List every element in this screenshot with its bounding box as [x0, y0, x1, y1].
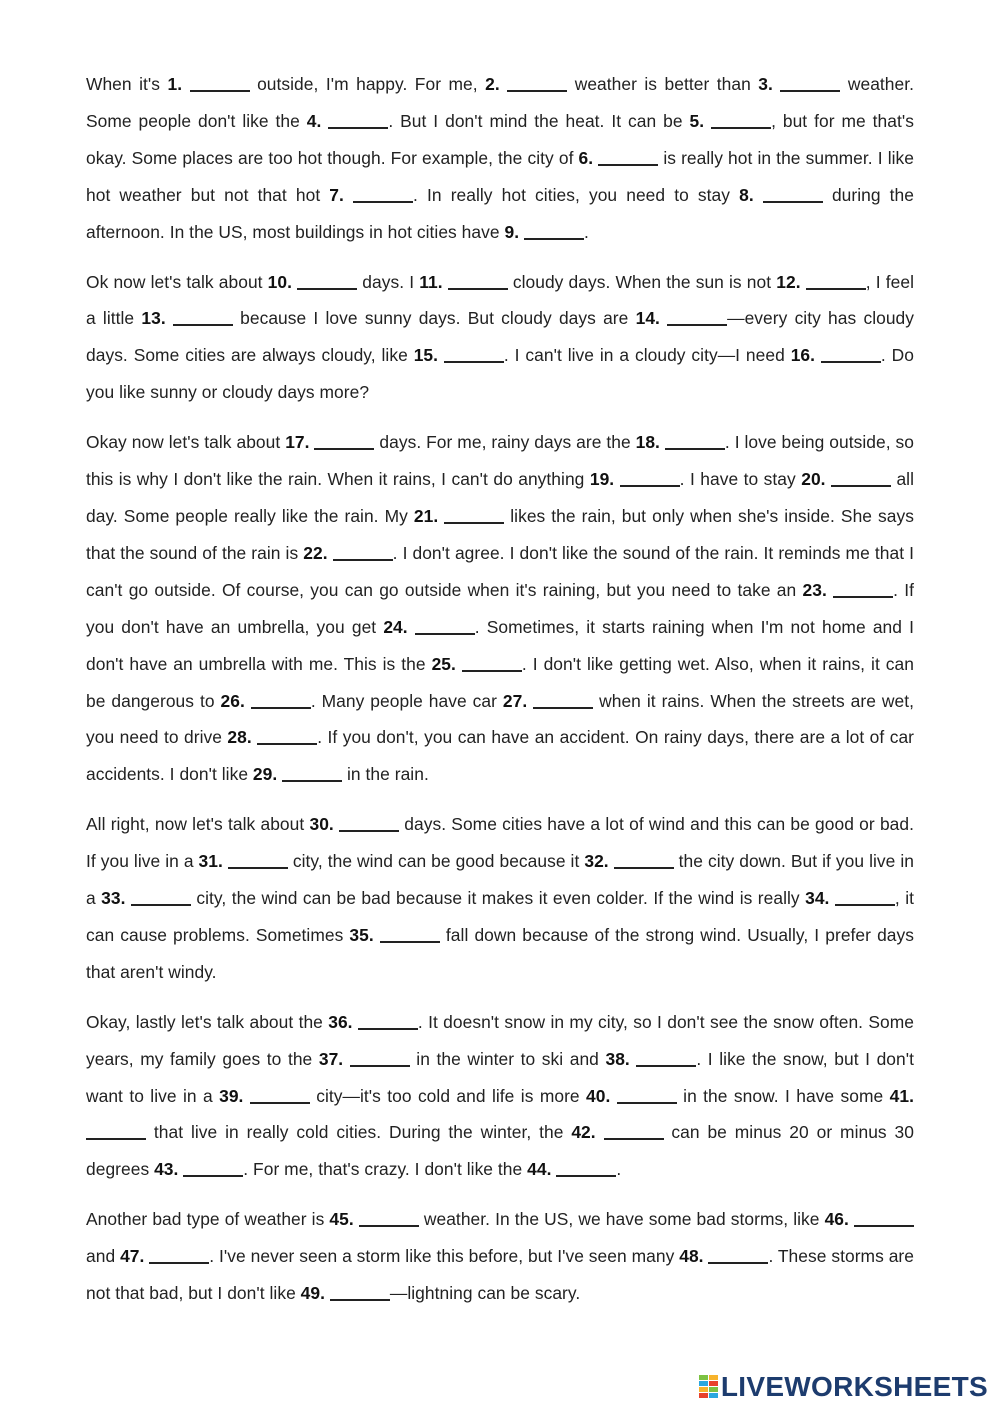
- answer-blank-22[interactable]: [333, 546, 393, 561]
- text-segment: . I like the snow, but I don't want to live in a: [86, 1048, 914, 1106]
- text-segment: . These storms are not that bad, but I don't like: [86, 1246, 914, 1304]
- answer-blank-36[interactable]: [358, 1015, 418, 1030]
- blank-number: 2.: [485, 74, 500, 94]
- text-segment: , but for me that's okay. Some places are too hot though. For example, the city of: [86, 110, 914, 168]
- text-segment: can be minus 20 or minus 30 degrees: [86, 1122, 914, 1180]
- paragraph-1: [86, 66, 914, 251]
- blank-number: 38.: [605, 1048, 630, 1069]
- text-segment: city, the wind can be good because it: [287, 851, 585, 872]
- answer-blank-44[interactable]: [556, 1162, 616, 1177]
- text-segment: weather. Some people don't like the: [86, 74, 915, 131]
- answer-blank-18[interactable]: [665, 435, 725, 450]
- text-segment: . If you don't, you can have an accident. On rainy days, there are a lot of car accidents. I don't like: [86, 727, 915, 785]
- answer-blank-49[interactable]: [330, 1286, 390, 1301]
- blank-number: 47.: [120, 1246, 145, 1267]
- text-segment: weather is better than: [567, 74, 759, 94]
- text-segment: Another bad type of weather is: [86, 1209, 330, 1230]
- answer-blank-8[interactable]: [763, 188, 823, 203]
- text-segment: when it rains. When the streets are wet, you need to drive: [86, 690, 914, 748]
- text-segment: days. For me, rainy days are the: [374, 432, 636, 453]
- blank-number: 9.: [504, 221, 520, 242]
- blank-number: 41.: [889, 1085, 914, 1106]
- blank-number: 19.: [589, 469, 615, 490]
- answer-blank-34[interactable]: [835, 891, 895, 906]
- answer-blank-47[interactable]: [149, 1249, 209, 1264]
- answer-blank-23[interactable]: [833, 583, 893, 598]
- answer-blank-32[interactable]: [614, 854, 674, 869]
- blank-number: 44.: [527, 1159, 552, 1180]
- answer-blank-46[interactable]: [854, 1212, 914, 1227]
- text-segment: Okay now let's talk about: [86, 432, 286, 453]
- answer-blank-43[interactable]: [183, 1162, 243, 1177]
- answer-blank-41[interactable]: [86, 1125, 146, 1140]
- answer-blank-17[interactable]: [314, 435, 374, 450]
- text-segment: , it can cause problems. Sometimes: [86, 888, 914, 945]
- paragraph-2: [86, 264, 914, 412]
- text-segment: —every city has cloudy days. Some cities are always cloudy, like: [86, 308, 915, 366]
- blank-number: 36.: [328, 1011, 353, 1032]
- answer-blank-14[interactable]: [667, 311, 727, 326]
- text-segment: likes the rain, but only when she's inside. She says that the sound of the rain is: [86, 505, 914, 563]
- answer-blank-3[interactable]: [780, 77, 840, 92]
- text-segment: .: [583, 221, 589, 242]
- answer-blank-25[interactable]: [462, 657, 522, 672]
- answer-blank-28[interactable]: [257, 730, 317, 745]
- text-segment: . For me, that's crazy. I don't like the: [243, 1159, 528, 1180]
- worksheet-text: [86, 66, 914, 1325]
- blank-number: 49.: [300, 1283, 325, 1304]
- blank-number: 40.: [586, 1085, 611, 1106]
- blank-number: 26.: [220, 690, 245, 711]
- answer-blank-42[interactable]: [604, 1125, 664, 1140]
- text-segment: days. I: [357, 271, 420, 292]
- text-segment: . Sometimes, it starts raining when I'm not home and I don't have an umbrella with me. This is the: [86, 616, 914, 674]
- answer-blank-21[interactable]: [444, 509, 504, 524]
- blank-number: 37.: [318, 1048, 344, 1069]
- answer-blank-29[interactable]: [282, 767, 342, 782]
- answer-blank-35[interactable]: [380, 928, 440, 943]
- blank-number: 8.: [739, 184, 754, 205]
- blank-number: 35.: [349, 924, 374, 945]
- text-segment: days. Some cities have a lot of wind and this can be good or bad. If you live in a: [86, 814, 914, 872]
- blank-number: 17.: [285, 432, 310, 453]
- answer-blank-16[interactable]: [821, 348, 881, 363]
- answer-blank-24[interactable]: [415, 620, 475, 635]
- liveworksheets-logo-icon: [699, 1374, 719, 1400]
- answer-blank-2[interactable]: [507, 77, 567, 92]
- blank-number: 12.: [776, 271, 801, 292]
- paragraph-6: [86, 1201, 914, 1312]
- answer-blank-19[interactable]: [620, 472, 680, 487]
- text-segment: —lightning can be scary.: [389, 1283, 581, 1304]
- answer-blank-37[interactable]: [350, 1052, 410, 1067]
- blank-number: 4.: [306, 110, 322, 131]
- blank-number: 46.: [824, 1209, 849, 1230]
- blank-number: 45.: [329, 1209, 354, 1230]
- text-segment: fall down because of the strong wind. Usually, I prefer days that aren't windy.: [86, 924, 914, 982]
- blank-number: 30.: [309, 814, 334, 835]
- text-segment: . I can't live in a cloudy city—I need: [503, 345, 791, 366]
- blank-number: 28.: [227, 727, 252, 748]
- answer-blank-6[interactable]: [598, 151, 658, 166]
- answer-blank-26[interactable]: [251, 694, 311, 709]
- blank-number: 29.: [252, 764, 278, 785]
- blank-number: 34.: [805, 888, 830, 909]
- blank-number: 48.: [679, 1246, 704, 1267]
- text-segment: .: [616, 1159, 622, 1180]
- text-segment: . I don't agree. I don't like the sound of the rain. It reminds me that I can't go outside. Of course, you can go outside when it's raining, but you need to take an: [86, 542, 914, 600]
- answer-blank-45[interactable]: [359, 1212, 419, 1227]
- text-segment: cloudy days. When the sun is not: [507, 271, 777, 292]
- text-segment: . I have to stay: [679, 469, 802, 490]
- text-segment: and: [86, 1246, 121, 1267]
- blank-number: 1.: [167, 74, 183, 94]
- text-segment: outside, I'm happy. For me,: [249, 74, 486, 94]
- answer-blank-31[interactable]: [228, 854, 288, 869]
- answer-blank-38[interactable]: [636, 1052, 696, 1067]
- paragraph-4: [86, 806, 914, 991]
- text-segment: . I love being outside, so this is why I don't like the rain. When it rains, I can't do anything: [86, 432, 914, 490]
- answer-blank-11[interactable]: [448, 275, 508, 290]
- answer-blank-9[interactable]: [524, 225, 584, 240]
- blank-number: 14.: [635, 308, 660, 329]
- answer-blank-13[interactable]: [173, 311, 233, 326]
- text-segment: in the winter to ski and: [409, 1048, 606, 1069]
- text-segment: city—it's too cold and life is more: [309, 1085, 587, 1106]
- text-segment: . If you don't have an umbrella, you get: [86, 579, 915, 637]
- text-segment: because I love sunny days. But cloudy days are: [232, 308, 636, 329]
- blank-number: 16.: [790, 345, 816, 366]
- blank-number: 22.: [303, 542, 328, 563]
- paragraph-3: [86, 424, 914, 793]
- blank-number: 27.: [502, 690, 528, 711]
- blank-number: 42.: [571, 1122, 596, 1143]
- blank-number: 6.: [578, 147, 594, 168]
- blank-number: 33.: [101, 888, 126, 909]
- text-segment: is really hot in the summer. I like hot weather but not that hot: [86, 147, 914, 205]
- blank-number: 43.: [154, 1159, 179, 1180]
- text-segment: Ok now let's talk about: [86, 271, 268, 292]
- answer-blank-1[interactable]: [190, 77, 250, 92]
- answer-blank-48[interactable]: [708, 1249, 768, 1264]
- text-segment: . It doesn't snow in my city, so I don't see the snow often. Some years, my family goes to the: [86, 1011, 914, 1069]
- blank-number: 3.: [758, 74, 773, 94]
- text-segment: . Many people have car: [310, 690, 503, 711]
- blank-number: 13.: [141, 308, 166, 329]
- text-segment: . I don't like getting wet. Also, when it rains, it can be dangerous to: [86, 653, 914, 711]
- blank-number: 15.: [413, 345, 439, 366]
- answer-blank-27[interactable]: [533, 694, 593, 709]
- text-segment: , I feel a little: [86, 271, 914, 329]
- answer-blank-30[interactable]: [339, 817, 399, 832]
- answer-blank-39[interactable]: [250, 1089, 310, 1104]
- text-segment: Okay, lastly let's talk about the: [86, 1011, 329, 1032]
- answer-blank-20[interactable]: [831, 472, 891, 487]
- text-segment: the city down. But if you live in a: [86, 851, 914, 909]
- answer-blank-15[interactable]: [444, 348, 504, 363]
- logo-text: LIVEWORKSHEETS: [720, 1371, 988, 1402]
- blank-number: 25.: [431, 653, 456, 674]
- blank-number: 39.: [219, 1085, 244, 1106]
- answer-blank-7[interactable]: [353, 188, 413, 203]
- blank-number: 20.: [801, 469, 826, 490]
- blank-number: 11.: [419, 271, 443, 292]
- blank-number: 21.: [413, 505, 439, 526]
- blank-number: 10.: [267, 271, 292, 292]
- text-segment: weather. In the US, we have some bad storms, like: [418, 1209, 825, 1230]
- text-segment: . Do you like sunny or cloudy days more?: [86, 345, 914, 403]
- blank-number: 5.: [689, 110, 705, 131]
- answer-blank-10[interactable]: [297, 275, 357, 290]
- answer-blank-4[interactable]: [328, 114, 388, 129]
- text-segment: . In really hot cities, you need to stay: [413, 184, 740, 205]
- text-segment: in the snow. I have some: [676, 1085, 890, 1106]
- text-segment: city, the wind can be bad because it makes it even colder. If the wind is really: [190, 888, 806, 909]
- blank-number: 23.: [802, 579, 827, 600]
- answer-blank-40[interactable]: [617, 1089, 677, 1104]
- blank-number: 31.: [198, 851, 223, 872]
- blank-number: 7.: [329, 184, 344, 205]
- text-segment: When it's: [86, 74, 168, 94]
- text-segment: during the afternoon. In the US, most buildings in hot cities have: [86, 184, 915, 242]
- paragraph-5: [86, 1004, 914, 1189]
- text-segment: . I've never seen a storm like this before, but I've seen many: [209, 1246, 680, 1267]
- blank-number: 32.: [584, 851, 609, 872]
- liveworksheets-logo: [699, 1372, 988, 1402]
- answer-blank-12[interactable]: [806, 275, 866, 290]
- text-segment: in the rain.: [342, 764, 429, 785]
- blank-number: 18.: [635, 432, 660, 453]
- text-segment: all day. Some people really like the rain. My: [86, 469, 915, 526]
- blank-number: 24.: [383, 616, 408, 637]
- answer-blank-33[interactable]: [131, 891, 191, 906]
- text-segment: . But I don't mind the heat. It can be: [388, 110, 690, 131]
- answer-blank-5[interactable]: [711, 114, 771, 129]
- text-segment: that live in really cold cities. During the winter, the: [146, 1122, 572, 1143]
- text-segment: All right, now let's talk about: [86, 814, 310, 835]
